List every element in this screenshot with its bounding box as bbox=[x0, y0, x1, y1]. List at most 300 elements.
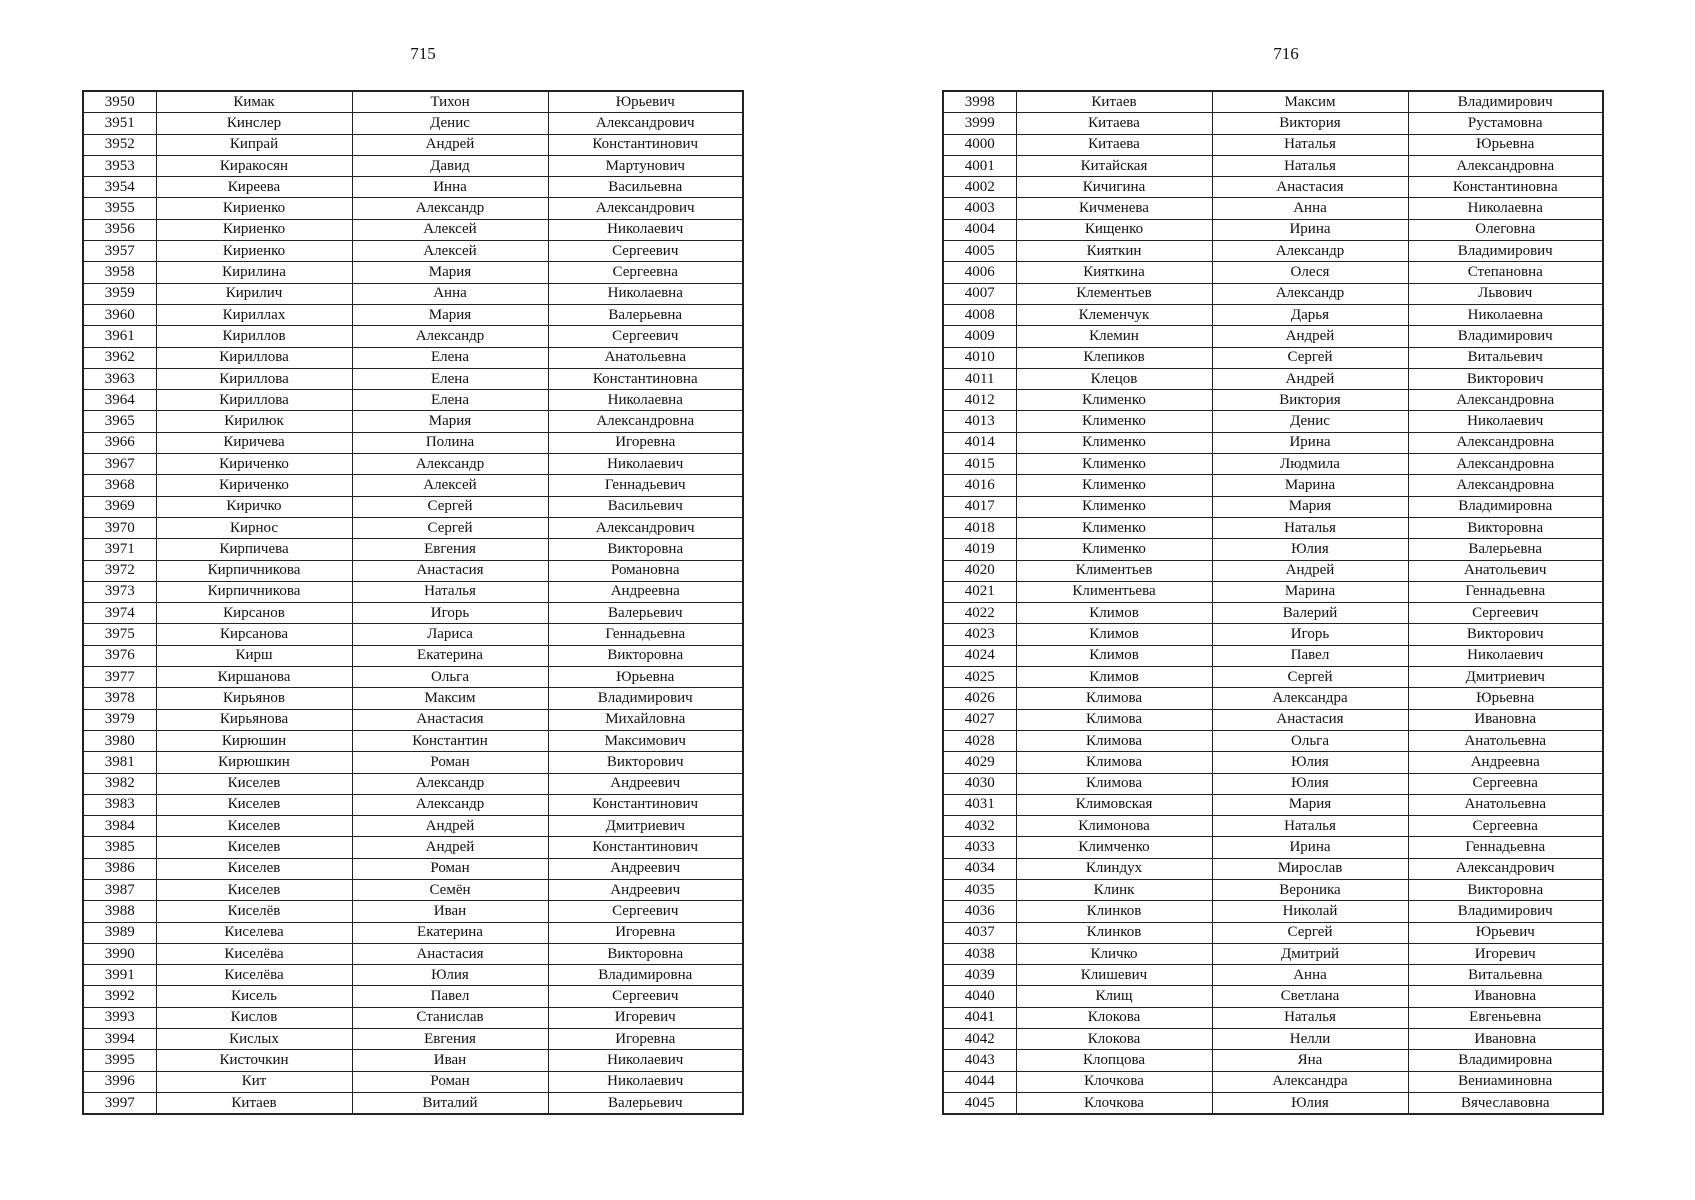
table-row bbox=[83, 879, 743, 900]
last-name-cell: Кирпичникова bbox=[156, 581, 352, 602]
patronymic-cell: Игоревич bbox=[548, 1007, 743, 1028]
patronymic-cell: Николаевич bbox=[1408, 645, 1603, 666]
first-name-cell: Нелли bbox=[1212, 1029, 1408, 1050]
record-number-cell: 4014 bbox=[943, 432, 1016, 453]
record-number-cell: 3983 bbox=[83, 794, 156, 815]
patronymic-cell: Игоревич bbox=[1408, 943, 1603, 964]
first-name-cell: Анастасия bbox=[352, 943, 548, 964]
last-name-cell: Кирьянова bbox=[156, 709, 352, 730]
table-row bbox=[83, 134, 743, 155]
table-row bbox=[83, 816, 743, 837]
first-name-cell: Александр bbox=[352, 198, 548, 219]
first-name-cell: Константин bbox=[352, 730, 548, 751]
table-row bbox=[83, 837, 743, 858]
first-name-cell: Дмитрий bbox=[1212, 943, 1408, 964]
record-number-cell: 3986 bbox=[83, 858, 156, 879]
table-row bbox=[83, 645, 743, 666]
table-row bbox=[83, 922, 743, 943]
patronymic-cell: Владимирович bbox=[1408, 901, 1603, 922]
last-name-cell: Кириенко bbox=[156, 241, 352, 262]
table-row bbox=[943, 390, 1603, 411]
first-name-cell: Анна bbox=[352, 283, 548, 304]
first-name-cell: Евгения bbox=[352, 1029, 548, 1050]
table-row bbox=[943, 1092, 1603, 1114]
record-number-cell: 3992 bbox=[83, 986, 156, 1007]
patronymic-cell: Геннадьевич bbox=[548, 475, 743, 496]
record-number-cell: 3974 bbox=[83, 603, 156, 624]
patronymic-cell: Викторович bbox=[548, 752, 743, 773]
record-number-cell: 4040 bbox=[943, 986, 1016, 1007]
patronymic-cell: Константинович bbox=[548, 134, 743, 155]
first-name-cell: Лариса bbox=[352, 624, 548, 645]
table-row bbox=[943, 901, 1603, 922]
patronymic-cell: Владимирович bbox=[548, 688, 743, 709]
patronymic-cell: Викторович bbox=[1408, 624, 1603, 645]
last-name-cell: Климова bbox=[1016, 730, 1212, 751]
record-number-cell: 3977 bbox=[83, 667, 156, 688]
patronymic-cell: Ивановна bbox=[1408, 1029, 1603, 1050]
patronymic-cell: Николаевич bbox=[548, 454, 743, 475]
first-name-cell: Инна bbox=[352, 177, 548, 198]
first-name-cell: Елена bbox=[352, 368, 548, 389]
patronymic-cell: Владимировна bbox=[1408, 1050, 1603, 1071]
table-row bbox=[83, 283, 743, 304]
first-name-cell: Анастасия bbox=[1212, 177, 1408, 198]
last-name-cell: Клиндух bbox=[1016, 858, 1212, 879]
table-row bbox=[943, 858, 1603, 879]
patronymic-cell: Ивановна bbox=[1408, 986, 1603, 1007]
last-name-cell: Киселева bbox=[156, 922, 352, 943]
first-name-cell: Андрей bbox=[1212, 368, 1408, 389]
last-name-cell: Кищенко bbox=[1016, 219, 1212, 240]
table-row bbox=[83, 1071, 743, 1092]
table-row bbox=[943, 560, 1603, 581]
table-row bbox=[943, 688, 1603, 709]
table-row bbox=[943, 1071, 1603, 1092]
table-row bbox=[83, 304, 743, 325]
record-number-cell: 4033 bbox=[943, 837, 1016, 858]
first-name-cell: Денис bbox=[352, 113, 548, 134]
last-name-cell: Клименко bbox=[1016, 496, 1212, 517]
last-name-cell: Кимак bbox=[156, 91, 352, 113]
last-name-cell: Клименко bbox=[1016, 411, 1212, 432]
table-row bbox=[83, 943, 743, 964]
first-name-cell: Елена bbox=[352, 347, 548, 368]
record-number-cell: 4015 bbox=[943, 454, 1016, 475]
first-name-cell: Юлия bbox=[1212, 539, 1408, 560]
table-row bbox=[943, 198, 1603, 219]
first-name-cell: Александр bbox=[352, 454, 548, 475]
table-row bbox=[943, 879, 1603, 900]
patronymic-cell: Михайловна bbox=[548, 709, 743, 730]
first-name-cell: Андрей bbox=[352, 816, 548, 837]
table-row bbox=[943, 177, 1603, 198]
table-row bbox=[83, 965, 743, 986]
table-row bbox=[83, 177, 743, 198]
patronymic-cell: Константиновна bbox=[1408, 177, 1603, 198]
record-number-cell: 3978 bbox=[83, 688, 156, 709]
record-number-cell: 3999 bbox=[943, 113, 1016, 134]
table-row bbox=[83, 667, 743, 688]
last-name-cell: Клемин bbox=[1016, 326, 1212, 347]
table-row bbox=[943, 922, 1603, 943]
patronymic-cell: Александрович bbox=[1408, 858, 1603, 879]
patronymic-cell: Сергеевна bbox=[1408, 816, 1603, 837]
last-name-cell: Кириллова bbox=[156, 347, 352, 368]
first-name-cell: Денис bbox=[1212, 411, 1408, 432]
last-name-cell: Климова bbox=[1016, 773, 1212, 794]
last-name-cell: Китаев bbox=[1016, 91, 1212, 113]
record-number-cell: 3975 bbox=[83, 624, 156, 645]
last-name-cell: Киселев bbox=[156, 773, 352, 794]
first-name-cell: Ольга bbox=[1212, 730, 1408, 751]
first-name-cell: Вероника bbox=[1212, 879, 1408, 900]
last-name-cell: Кислов bbox=[156, 1007, 352, 1028]
first-name-cell: Ирина bbox=[1212, 432, 1408, 453]
first-name-cell: Сергей bbox=[1212, 922, 1408, 943]
record-number-cell: 4030 bbox=[943, 773, 1016, 794]
first-name-cell: Елена bbox=[352, 390, 548, 411]
patronymic-cell: Игоревна bbox=[548, 922, 743, 943]
patronymic-cell: Юрьевна bbox=[1408, 134, 1603, 155]
last-name-cell: Клочкова bbox=[1016, 1071, 1212, 1092]
patronymic-cell: Юрьевич bbox=[548, 91, 743, 113]
first-name-cell: Семён bbox=[352, 879, 548, 900]
last-name-cell: Клименко bbox=[1016, 390, 1212, 411]
record-number-cell: 3979 bbox=[83, 709, 156, 730]
record-number-cell: 4023 bbox=[943, 624, 1016, 645]
last-name-cell: Кияткин bbox=[1016, 241, 1212, 262]
last-name-cell: Климентьева bbox=[1016, 581, 1212, 602]
table-row bbox=[83, 730, 743, 751]
last-name-cell: Климова bbox=[1016, 688, 1212, 709]
first-name-cell: Игорь bbox=[352, 603, 548, 624]
first-name-cell: Сергей bbox=[1212, 347, 1408, 368]
last-name-cell: Кирпичникова bbox=[156, 560, 352, 581]
first-name-cell: Анастасия bbox=[352, 709, 548, 730]
patronymic-cell: Максимович bbox=[548, 730, 743, 751]
last-name-cell: Кирюшкин bbox=[156, 752, 352, 773]
last-name-cell: Климов bbox=[1016, 603, 1212, 624]
table-row bbox=[943, 155, 1603, 176]
patronymic-cell: Дмитриевич bbox=[548, 816, 743, 837]
record-number-cell: 4042 bbox=[943, 1029, 1016, 1050]
record-number-cell: 4032 bbox=[943, 816, 1016, 837]
record-number-cell: 4028 bbox=[943, 730, 1016, 751]
last-name-cell: Кирилина bbox=[156, 262, 352, 283]
table-row bbox=[83, 858, 743, 879]
table-row bbox=[83, 1050, 743, 1071]
patronymic-cell: Валерьевич bbox=[548, 603, 743, 624]
patronymic-cell: Николаевна bbox=[548, 390, 743, 411]
first-name-cell: Станислав bbox=[352, 1007, 548, 1028]
record-number-cell: 3987 bbox=[83, 879, 156, 900]
first-name-cell: Евгения bbox=[352, 539, 548, 560]
record-number-cell: 3956 bbox=[83, 219, 156, 240]
last-name-cell: Клецов bbox=[1016, 368, 1212, 389]
patronymic-cell: Александрович bbox=[548, 517, 743, 538]
table-row bbox=[83, 560, 743, 581]
patronymic-cell: Владимировна bbox=[548, 965, 743, 986]
table-row bbox=[943, 1007, 1603, 1028]
patronymic-cell: Викторовна bbox=[548, 943, 743, 964]
patronymic-cell: Степановна bbox=[1408, 262, 1603, 283]
table-row bbox=[83, 347, 743, 368]
first-name-cell: Олеся bbox=[1212, 262, 1408, 283]
record-number-cell: 3953 bbox=[83, 155, 156, 176]
patronymic-cell: Юрьевна bbox=[548, 667, 743, 688]
record-number-cell: 3970 bbox=[83, 517, 156, 538]
table-row bbox=[943, 475, 1603, 496]
patronymic-cell: Александровна bbox=[1408, 155, 1603, 176]
record-number-cell: 3961 bbox=[83, 326, 156, 347]
patronymic-cell: Николаевна bbox=[1408, 198, 1603, 219]
record-number-cell: 3964 bbox=[83, 390, 156, 411]
table-row bbox=[943, 1050, 1603, 1071]
first-name-cell: Анастасия bbox=[1212, 709, 1408, 730]
record-number-cell: 3981 bbox=[83, 752, 156, 773]
patronymic-cell: Васильевна bbox=[548, 177, 743, 198]
patronymic-cell: Николаевич bbox=[548, 1071, 743, 1092]
last-name-cell: Кирюшин bbox=[156, 730, 352, 751]
last-name-cell: Киселев bbox=[156, 794, 352, 815]
table-row bbox=[943, 943, 1603, 964]
first-name-cell: Павел bbox=[1212, 645, 1408, 666]
last-name-cell: Клепиков bbox=[1016, 347, 1212, 368]
table-row bbox=[943, 219, 1603, 240]
page-number-right: 716 bbox=[1273, 44, 1299, 63]
name-table-left bbox=[82, 90, 744, 1115]
record-number-cell: 3954 bbox=[83, 177, 156, 198]
record-number-cell: 4034 bbox=[943, 858, 1016, 879]
table-row bbox=[83, 1029, 743, 1050]
table-row bbox=[83, 219, 743, 240]
last-name-cell: Кирсанова bbox=[156, 624, 352, 645]
table-row bbox=[83, 517, 743, 538]
table-row bbox=[943, 773, 1603, 794]
first-name-cell: Иван bbox=[352, 901, 548, 922]
record-number-cell: 3951 bbox=[83, 113, 156, 134]
patronymic-cell: Константинович bbox=[548, 837, 743, 858]
last-name-cell: Клинков bbox=[1016, 922, 1212, 943]
record-number-cell: 4035 bbox=[943, 879, 1016, 900]
first-name-cell: Людмила bbox=[1212, 454, 1408, 475]
last-name-cell: Кириенко bbox=[156, 198, 352, 219]
table-row bbox=[943, 603, 1603, 624]
table-row bbox=[83, 155, 743, 176]
last-name-cell: Киракосян bbox=[156, 155, 352, 176]
last-name-cell: Кипрай bbox=[156, 134, 352, 155]
patronymic-cell: Николаевич bbox=[548, 219, 743, 240]
table-row bbox=[83, 368, 743, 389]
table-row bbox=[83, 1092, 743, 1114]
patronymic-cell: Анатольевна bbox=[1408, 794, 1603, 815]
first-name-cell: Юлия bbox=[352, 965, 548, 986]
patronymic-cell: Константинович bbox=[548, 794, 743, 815]
table-row bbox=[943, 709, 1603, 730]
first-name-cell: Дарья bbox=[1212, 304, 1408, 325]
record-number-cell: 3984 bbox=[83, 816, 156, 837]
patronymic-cell: Сергеевич bbox=[548, 901, 743, 922]
table-row bbox=[83, 986, 743, 1007]
record-number-cell: 3989 bbox=[83, 922, 156, 943]
record-number-cell: 4026 bbox=[943, 688, 1016, 709]
record-number-cell: 3995 bbox=[83, 1050, 156, 1071]
patronymic-cell: Николаевич bbox=[548, 1050, 743, 1071]
first-name-cell: Максим bbox=[352, 688, 548, 709]
first-name-cell: Мария bbox=[1212, 794, 1408, 815]
patronymic-cell: Николаевна bbox=[548, 283, 743, 304]
first-name-cell: Александр bbox=[1212, 283, 1408, 304]
last-name-cell: Кирилюк bbox=[156, 411, 352, 432]
last-name-cell: Климонова bbox=[1016, 816, 1212, 837]
patronymic-cell: Александрович bbox=[548, 113, 743, 134]
patronymic-cell: Сергеевич bbox=[548, 326, 743, 347]
record-number-cell: 3996 bbox=[83, 1071, 156, 1092]
table-row bbox=[83, 113, 743, 134]
first-name-cell: Наталья bbox=[352, 581, 548, 602]
page-number-left: 715 bbox=[410, 44, 436, 63]
last-name-cell: Климовская bbox=[1016, 794, 1212, 815]
record-number-cell: 3963 bbox=[83, 368, 156, 389]
record-number-cell: 3976 bbox=[83, 645, 156, 666]
record-number-cell: 3980 bbox=[83, 730, 156, 751]
last-name-cell: Кирнос bbox=[156, 517, 352, 538]
table-row bbox=[943, 134, 1603, 155]
last-name-cell: Кирсанов bbox=[156, 603, 352, 624]
last-name-cell: Кириллах bbox=[156, 304, 352, 325]
table-row bbox=[943, 454, 1603, 475]
record-number-cell: 4013 bbox=[943, 411, 1016, 432]
first-name-cell: Тихон bbox=[352, 91, 548, 113]
first-name-cell: Мария bbox=[1212, 496, 1408, 517]
last-name-cell: Киреева bbox=[156, 177, 352, 198]
last-name-cell: Кинслер bbox=[156, 113, 352, 134]
last-name-cell: Кличко bbox=[1016, 943, 1212, 964]
first-name-cell: Виктория bbox=[1212, 390, 1408, 411]
record-number-cell: 4045 bbox=[943, 1092, 1016, 1114]
patronymic-cell: Сергеевна bbox=[1408, 773, 1603, 794]
first-name-cell: Светлана bbox=[1212, 986, 1408, 1007]
record-number-cell: 3952 bbox=[83, 134, 156, 155]
record-number-cell: 4039 bbox=[943, 965, 1016, 986]
first-name-cell: Иван bbox=[352, 1050, 548, 1071]
patronymic-cell: Витальевич bbox=[1408, 347, 1603, 368]
first-name-cell: Анастасия bbox=[352, 560, 548, 581]
last-name-cell: Кириллова bbox=[156, 368, 352, 389]
table-row bbox=[83, 262, 743, 283]
record-number-cell: 4003 bbox=[943, 198, 1016, 219]
record-number-cell: 3988 bbox=[83, 901, 156, 922]
patronymic-cell: Игоревна bbox=[548, 1029, 743, 1050]
table-row bbox=[943, 113, 1603, 134]
table-row bbox=[943, 432, 1603, 453]
first-name-cell: Наталья bbox=[1212, 517, 1408, 538]
record-number-cell: 4017 bbox=[943, 496, 1016, 517]
last-name-cell: Кислых bbox=[156, 1029, 352, 1050]
first-name-cell: Марина bbox=[1212, 475, 1408, 496]
name-table-right bbox=[942, 90, 1604, 1115]
record-number-cell: 4027 bbox=[943, 709, 1016, 730]
last-name-cell: Климов bbox=[1016, 624, 1212, 645]
table-row bbox=[943, 91, 1603, 113]
record-number-cell: 4036 bbox=[943, 901, 1016, 922]
patronymic-cell: Валерьевич bbox=[548, 1092, 743, 1114]
first-name-cell: Александра bbox=[1212, 1071, 1408, 1092]
first-name-cell: Виктория bbox=[1212, 113, 1408, 134]
patronymic-cell: Константиновна bbox=[548, 368, 743, 389]
table-row bbox=[943, 539, 1603, 560]
first-name-cell: Анна bbox=[1212, 198, 1408, 219]
last-name-cell: Клопцова bbox=[1016, 1050, 1212, 1071]
table-row bbox=[943, 645, 1603, 666]
last-name-cell: Климова bbox=[1016, 709, 1212, 730]
patronymic-cell: Сергеевна bbox=[548, 262, 743, 283]
patronymic-cell: Евгеньевна bbox=[1408, 1007, 1603, 1028]
record-number-cell: 4011 bbox=[943, 368, 1016, 389]
last-name-cell: Клочкова bbox=[1016, 1092, 1212, 1114]
last-name-cell: Клищ bbox=[1016, 986, 1212, 1007]
record-number-cell: 4012 bbox=[943, 390, 1016, 411]
patronymic-cell: Андреевна bbox=[548, 581, 743, 602]
record-number-cell: 3982 bbox=[83, 773, 156, 794]
patronymic-cell: Викторовна bbox=[1408, 517, 1603, 538]
table-row bbox=[83, 91, 743, 113]
patronymic-cell: Николаевна bbox=[1408, 304, 1603, 325]
first-name-cell: Наталья bbox=[1212, 816, 1408, 837]
patronymic-cell: Анатольевич bbox=[1408, 560, 1603, 581]
table-row bbox=[83, 241, 743, 262]
table-row bbox=[83, 390, 743, 411]
last-name-cell: Кирьянов bbox=[156, 688, 352, 709]
patronymic-cell: Мартунович bbox=[548, 155, 743, 176]
last-name-cell: Кирилич bbox=[156, 283, 352, 304]
last-name-cell: Клокова bbox=[1016, 1029, 1212, 1050]
first-name-cell: Алексей bbox=[352, 475, 548, 496]
last-name-cell: Киршанова bbox=[156, 667, 352, 688]
first-name-cell: Андрей bbox=[352, 837, 548, 858]
table-row bbox=[83, 1007, 743, 1028]
first-name-cell: Максим bbox=[1212, 91, 1408, 113]
table-row bbox=[83, 432, 743, 453]
first-name-cell: Юлия bbox=[1212, 773, 1408, 794]
record-number-cell: 3958 bbox=[83, 262, 156, 283]
record-number-cell: 3997 bbox=[83, 1092, 156, 1114]
first-name-cell: Екатерина bbox=[352, 645, 548, 666]
table-row bbox=[943, 816, 1603, 837]
first-name-cell: Ирина bbox=[1212, 219, 1408, 240]
table-row bbox=[83, 198, 743, 219]
first-name-cell: Андрей bbox=[352, 134, 548, 155]
patronymic-cell: Викторович bbox=[1408, 368, 1603, 389]
patronymic-cell: Сергеевич bbox=[548, 241, 743, 262]
table-row bbox=[943, 496, 1603, 517]
first-name-cell: Алексей bbox=[352, 219, 548, 240]
last-name-cell: Китаева bbox=[1016, 134, 1212, 155]
table-row bbox=[83, 709, 743, 730]
record-number-cell: 4008 bbox=[943, 304, 1016, 325]
patronymic-cell: Юрьевич bbox=[1408, 922, 1603, 943]
record-number-cell: 3972 bbox=[83, 560, 156, 581]
patronymic-cell: Геннадьевна bbox=[1408, 581, 1603, 602]
table-row bbox=[83, 475, 743, 496]
patronymic-cell: Олеговна bbox=[1408, 219, 1603, 240]
patronymic-cell: Вячеславовна bbox=[1408, 1092, 1603, 1114]
record-number-cell: 3950 bbox=[83, 91, 156, 113]
last-name-cell: Кичменева bbox=[1016, 198, 1212, 219]
table-row bbox=[943, 326, 1603, 347]
first-name-cell: Юлия bbox=[1212, 1092, 1408, 1114]
